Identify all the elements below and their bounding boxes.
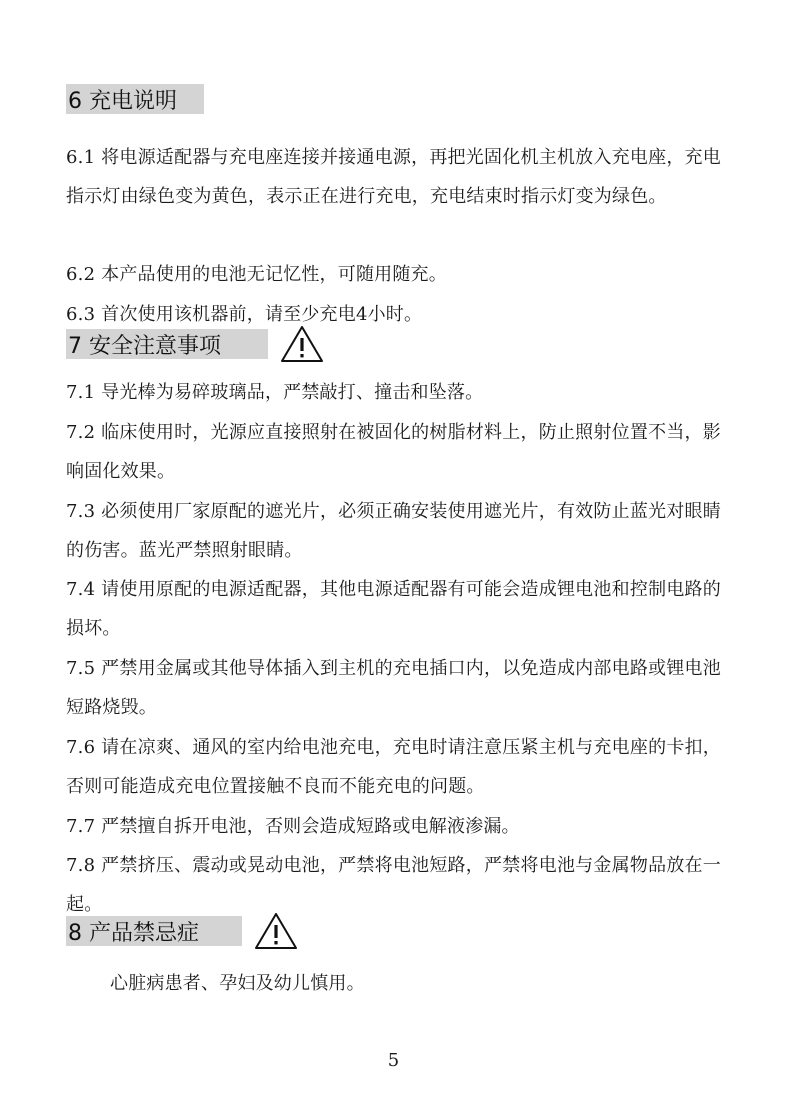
section-7-title: 7 安全注意事项	[66, 329, 268, 359]
section-6-item-2: 6.2 本产品使用的电池无记忆性，可随用随充。	[66, 264, 447, 285]
section-7-item-1: 7.1 导光棒为易碎玻璃品，严禁敲打、撞击和坠落。	[66, 382, 484, 403]
section-7-item-8: 7.8 严禁挤压、震动或晃动电池，严禁将电池短路，严禁将电池与金属物品放在一起。	[66, 855, 721, 915]
section-8-heading	[66, 916, 298, 946]
warning-triangle-icon	[280, 325, 324, 363]
section-7-item-7: 7.7 严禁擅自拆开电池，否则会造成短路或电解液渗漏。	[66, 816, 520, 837]
section-7-item-5: 7.5 严禁用金属或其他导体插入到主机的充电插口内，以免造成内部电路或锂电池短路烧毁。	[66, 658, 721, 718]
section-6-title: 6 充电说明	[66, 84, 204, 114]
section-6-item-3: 6.3 首次使用该机器前，请至少充电4小时。	[66, 304, 423, 325]
section-7-item-2: 7.2 临床使用时，光源应直接照射在被固化的树脂材料上，防止照射位置不当，影响固化效果。	[66, 422, 721, 482]
section-7-item-4: 7.4 请使用原配的电源适配器，其他电源适配器有可能会造成锂电池和控制电路的损坏。	[66, 579, 721, 639]
section-8-title: 8 产品禁忌症	[66, 916, 242, 946]
section-7-item-3: 7.3 必须使用厂家原配的遮光片，必须正确安装使用遮光片，有效防止蓝光对眼睛的伤害。蓝光严禁照射眼睛。	[66, 501, 721, 561]
section-7-item-6: 7.6 请在凉爽、通风的室内给电池充电，充电时请注意压紧主机与充电座的卡扣，否则可能造成充电位置接触不良而不能充电的问题。	[66, 737, 721, 797]
section-7-heading	[66, 329, 324, 359]
warning-triangle-icon	[254, 912, 298, 950]
section-6-item-1: 6.1 将电源适配器与充电座连接并接通电源，再把光固化机主机放入充电座，充电指示灯由绿色变为黄色，表示正在进行充电，充电结束时指示灯变为绿色。	[66, 147, 721, 207]
page-number: 5	[387, 1050, 400, 1071]
section-8-item-1: 心脏病患者、孕妇及幼儿慎用。	[110, 973, 365, 994]
section-6-heading	[66, 84, 204, 114]
